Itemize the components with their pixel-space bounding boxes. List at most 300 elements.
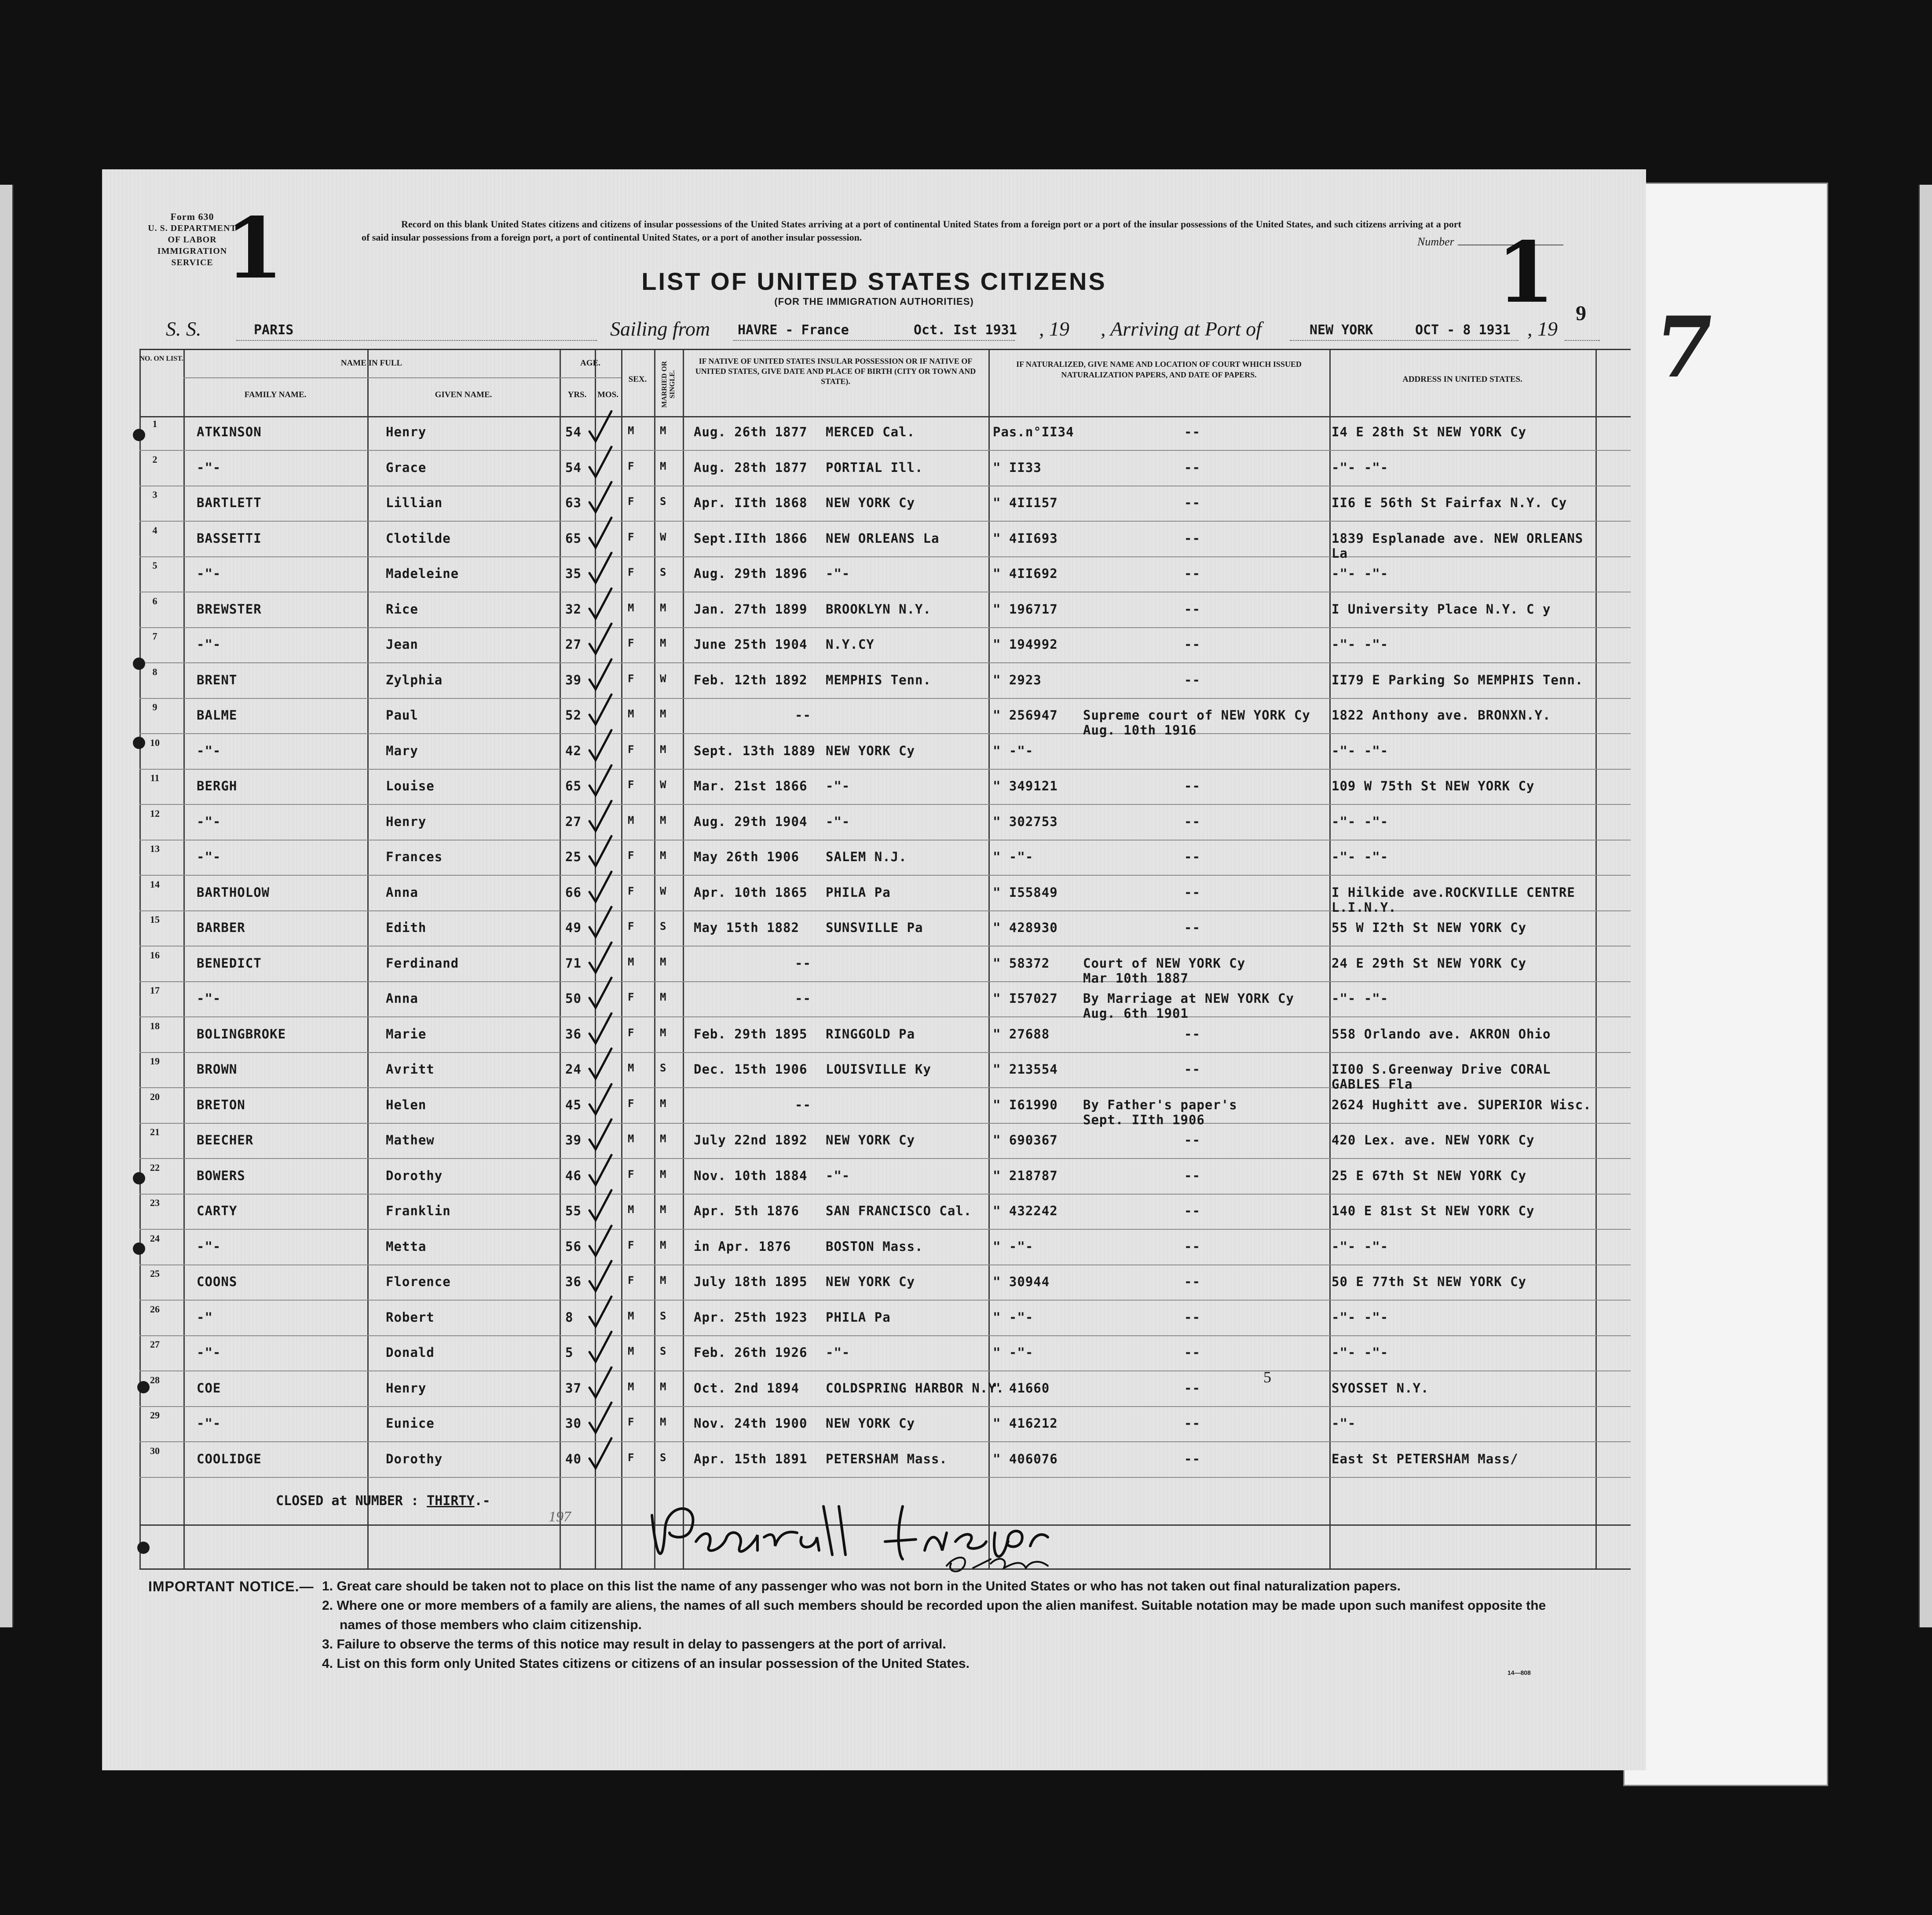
cell-age: 37 [565, 1380, 582, 1396]
cell-sex: F [628, 778, 635, 791]
page-subtitle: (FOR THE IMMIGRATION AUTHORITIES) [774, 296, 974, 307]
cell-address: 140 E 81st St NEW YORK Cy [1332, 1203, 1535, 1218]
row-rule [139, 1158, 1631, 1159]
cell-family: -"- [197, 637, 221, 652]
cell-given: Dorothy [386, 1168, 443, 1183]
check-mark-icon [582, 622, 617, 657]
cell-family: -"- [197, 1416, 221, 1431]
cell-no: 27 [150, 1339, 160, 1350]
cell-age: 25 [565, 849, 582, 864]
cell-address2: GABLES Fla [1332, 1077, 1413, 1092]
cell-sex: F [628, 1168, 635, 1180]
cell-birth-place: PHILA Pa [826, 1309, 891, 1325]
row-rule [139, 1406, 1631, 1407]
table-row [139, 879, 1631, 914]
cell-nat-court: By Marriage at NEW YORK Cy [1083, 991, 1294, 1006]
cell-birth-place: BROOKLYN N.Y. [826, 601, 931, 617]
cell-sex: M [628, 708, 635, 720]
cell-nat-court: -- [1184, 1345, 1200, 1360]
cell-no: 9 [152, 702, 157, 713]
cell-nat-no: " -"- [993, 743, 1034, 758]
cell-nat-court: -- [1184, 1309, 1200, 1325]
check-mark-icon [582, 1012, 617, 1047]
year-label-1: , 19 [1039, 318, 1069, 340]
cell-birth-date: Nov. 10th 1884 [694, 1168, 808, 1183]
cell-birth-date: Apr. 25th 1923 [694, 1309, 808, 1325]
cell-age: 42 [565, 743, 582, 758]
cell-nat-court2: Aug. 10th 1916 [1083, 723, 1197, 738]
cell-nat-court: -- [1184, 460, 1200, 475]
cell-nat-court: -- [1184, 1451, 1200, 1466]
cell-age: 35 [565, 566, 582, 581]
cell-given: Anna [386, 884, 418, 900]
header-naturalized: IF NATURALIZED, GIVE NAME AND LOCATION OF COURT WHICH ISSUED NATURALIZATION PAPERS, AND DATE OF PAPERS. [1016, 360, 1302, 379]
row-rule [139, 769, 1631, 770]
cell-birth-place: NEW YORK Cy [826, 1416, 915, 1431]
cell-family: -"- [197, 743, 221, 758]
check-mark-icon [582, 1259, 617, 1294]
cell-given: Henry [386, 814, 427, 829]
cell-address: -"- -"- [1332, 743, 1389, 758]
cell-ms: S [660, 920, 667, 932]
row-rule [139, 1370, 1631, 1371]
binding-hole [133, 737, 145, 749]
cell-ms: S [660, 1062, 667, 1074]
table-row [139, 418, 1631, 453]
cell-birth-place: MEMPHIS Tenn. [826, 672, 931, 687]
header-address: ADDRESS IN UNITED STATES. [1402, 375, 1522, 384]
cell-birth-place: N.Y.CY [826, 637, 875, 652]
cell-birth-date: Apr. IIth 1868 [694, 495, 808, 510]
cell-given: Avritt [386, 1062, 435, 1077]
cell-no: 4 [152, 524, 157, 536]
cell-no: 28 [150, 1374, 160, 1385]
cell-birth-place: PETERSHAM Mass. [826, 1451, 948, 1466]
table-row [139, 950, 1631, 985]
ship-name: PARIS [254, 322, 294, 338]
row-rule [139, 1335, 1631, 1336]
cell-age: 50 [565, 991, 582, 1006]
cell-ms: M [660, 1239, 667, 1251]
cell-birth-date: Feb. 12th 1892 [694, 672, 808, 687]
sailing-from-label: Sailing from [610, 318, 710, 340]
cell-age: 54 [565, 424, 582, 439]
cell-birth-place: -- [795, 955, 811, 971]
cell-no: 8 [152, 666, 157, 677]
year-rule [1565, 340, 1600, 341]
cell-family: BERGH [197, 778, 238, 793]
check-mark-icon [582, 941, 617, 976]
cell-no: 17 [150, 985, 160, 996]
cell-age: 40 [565, 1451, 582, 1466]
cell-sex: F [628, 566, 635, 578]
cell-given: Zylphia [386, 672, 443, 687]
number-label: Number [1417, 235, 1454, 248]
cell-address: 25 E 67th St NEW YORK Cy [1332, 1168, 1527, 1183]
cell-ms: M [660, 1380, 667, 1393]
cell-sex: F [628, 1097, 635, 1110]
notice-item: 1. Great care should be taken not to place on this list the name of any passenger who was not born in the United States or who has not taken out final naturalization papers. [322, 1579, 1401, 1593]
table-row [139, 489, 1631, 524]
table-row [139, 1197, 1631, 1232]
check-mark-icon [582, 1401, 617, 1436]
cell-birth-date: Dec. 15th 1906 [694, 1062, 808, 1077]
cell-no: 22 [150, 1162, 160, 1173]
cell-birth-date: in Apr. 1876 [694, 1239, 791, 1254]
cell-family: -"- [197, 566, 221, 581]
ship-rule [236, 340, 597, 341]
manifest-page [102, 169, 1646, 1770]
cell-nat-court: -- [1184, 601, 1200, 617]
cell-birth-place: NEW YORK Cy [826, 1274, 915, 1289]
check-mark-icon [582, 1118, 617, 1153]
cell-ms: M [660, 1274, 667, 1286]
binding-hole [133, 658, 145, 670]
cell-family: -"- [197, 1239, 221, 1254]
check-mark-icon [582, 587, 617, 622]
cell-age: 27 [565, 637, 582, 652]
row-rule [139, 1264, 1631, 1265]
cell-family: BENEDICT [197, 955, 262, 971]
voyage-line [166, 309, 1604, 340]
cell-address: -"- -"- [1332, 1345, 1389, 1360]
cell-birth-date: May 15th 1882 [694, 920, 799, 935]
cell-address: SYOSSET N.Y. [1332, 1380, 1429, 1396]
cell-nat-court: Court of NEW YORK Cy [1083, 955, 1246, 971]
cell-ms: M [660, 708, 667, 720]
cell-given: Grace [386, 460, 427, 475]
check-mark-icon [582, 905, 617, 940]
cell-family: BALME [197, 708, 238, 723]
cell-given: Louise [386, 778, 435, 793]
cell-family: BARTHOLOW [197, 884, 270, 900]
cell-nat-no: " I55849 [993, 884, 1058, 900]
header-yrs: YRS. [567, 390, 587, 399]
row-rule [139, 627, 1631, 628]
table-row [139, 666, 1631, 702]
table-row [139, 1091, 1631, 1126]
cell-age: 55 [565, 1203, 582, 1218]
cell-sex: F [628, 743, 635, 756]
cell-given: Jean [386, 637, 418, 652]
cell-family: -"- [197, 460, 221, 475]
cell-nat-court2: Aug. 6th 1901 [1083, 1006, 1189, 1021]
cell-ms: S [660, 566, 667, 578]
cell-sex: F [628, 460, 635, 472]
cell-address: 1822 Anthony ave. BRONXN.Y. [1332, 708, 1551, 723]
cell-birth-place: NEW YORK Cy [826, 1133, 915, 1148]
cell-given: Lillian [386, 495, 443, 510]
cell-ms: M [660, 1416, 667, 1428]
cell-address: II6 E 56th St Fairfax N.Y. Cy [1332, 495, 1567, 510]
cell-age: 39 [565, 672, 582, 687]
cell-address: -"- -"- [1332, 991, 1389, 1006]
cell-nat-court: -- [1184, 530, 1200, 546]
cell-no: 18 [150, 1020, 160, 1031]
cell-given: Anna [386, 991, 418, 1006]
cell-birth-date: Sept. 13th 1889 [694, 743, 816, 758]
cell-nat-court: -- [1184, 920, 1200, 935]
check-mark-icon [582, 1436, 617, 1472]
cell-no: 29 [150, 1410, 160, 1421]
check-mark-icon [582, 551, 617, 586]
check-mark-icon [582, 1188, 617, 1224]
binding-hole [133, 1243, 145, 1255]
cell-given: Eunice [386, 1416, 435, 1431]
cell-family: -" [197, 1309, 213, 1325]
row-rule [139, 521, 1631, 522]
cell-no: 21 [150, 1126, 160, 1137]
cell-nat-court: -- [1184, 566, 1200, 581]
cell-no: 10 [150, 737, 160, 748]
table-row [139, 737, 1631, 772]
cell-age: 66 [565, 884, 582, 900]
check-mark-icon [582, 516, 617, 551]
cell-no: 6 [152, 595, 157, 607]
cell-no: 2 [152, 453, 157, 465]
form-code: 14—808 [1508, 1669, 1531, 1676]
cell-given: Edith [386, 920, 427, 935]
cell-birth-place: NEW YORK Cy [826, 743, 915, 758]
cell-nat-no: " 432242 [993, 1203, 1058, 1218]
cell-sex: M [628, 1133, 635, 1145]
row-rule [139, 1123, 1631, 1124]
cell-address: -"- -"- [1332, 1309, 1389, 1325]
cell-no: 14 [150, 878, 160, 890]
check-mark-icon [582, 870, 617, 905]
cell-birth-place: MERCED Cal. [826, 424, 915, 439]
sailing-rule [733, 340, 1015, 341]
row-rule [139, 698, 1631, 699]
sheet-number-left: 1 [225, 199, 284, 297]
cell-birth-place: -"- [826, 1345, 850, 1360]
header-name-in-full: NAME IN FULL [340, 358, 402, 368]
cell-ms: W [660, 884, 667, 897]
row-rule [139, 840, 1631, 841]
binding-hole [137, 1381, 150, 1393]
cell-birth-date: Aug. 28th 1877 [694, 460, 808, 475]
binding-hole [133, 429, 145, 441]
check-mark-icon [582, 1366, 617, 1401]
cell-nat-no: " II33 [993, 460, 1042, 475]
table-row [139, 1020, 1631, 1056]
cell-sex: M [628, 1345, 635, 1357]
check-mark-icon [582, 658, 617, 693]
cell-ms: M [660, 460, 667, 472]
cell-nat-no: " 218787 [993, 1168, 1058, 1183]
cell-address: -"- -"- [1332, 849, 1389, 864]
header-bottom-rule [139, 416, 1631, 417]
cell-address: East St PETERSHAM Mass/ [1332, 1451, 1519, 1466]
table-row [139, 702, 1631, 737]
table-row [139, 1056, 1631, 1091]
header-married-single: MARRIED OR SINGLE. [661, 361, 676, 408]
cell-address2: L.I.N.Y. [1332, 899, 1397, 915]
cell-address: II00 S.Greenway Drive CORAL [1332, 1062, 1551, 1077]
cell-sex: F [628, 637, 635, 649]
underlying-page [1623, 183, 1828, 1786]
cell-given: Mary [386, 743, 418, 758]
cell-age: 45 [565, 1097, 582, 1112]
arriving-label: , Arriving at Port of [1101, 318, 1262, 340]
cell-ms: M [660, 955, 667, 968]
year-label-2: , 19 [1527, 318, 1558, 340]
cell-nat-no: " 27688 [993, 1026, 1050, 1042]
check-mark-icon [582, 1295, 617, 1330]
cell-family: -"- [197, 1345, 221, 1360]
cell-birth-date: Oct. 2nd 1894 [694, 1380, 799, 1396]
cell-address: I4 E 28th St NEW YORK Cy [1332, 424, 1527, 439]
cell-birth-place: -- [795, 991, 811, 1006]
binding-hole [137, 1542, 150, 1554]
cell-birth-date: Aug. 26th 1877 [694, 424, 808, 439]
cell-given: Franklin [386, 1203, 451, 1218]
cell-nat-court: -- [1184, 495, 1200, 510]
sailing-port: HAVRE - France [738, 322, 849, 338]
cell-nat-no: " I61990 [993, 1097, 1058, 1112]
cell-nat-no: " 196717 [993, 601, 1058, 617]
cell-family: BREWSTER [197, 601, 262, 617]
cell-nat-no: " -"- [993, 1239, 1034, 1254]
cell-age: 63 [565, 495, 582, 510]
cell-birth-place: SAN FRANCISCO Cal. [826, 1203, 972, 1218]
cell-age: 5 [565, 1345, 574, 1360]
cell-address: II79 E Parking So MEMPHIS Tenn. [1332, 672, 1584, 687]
check-mark-icon [582, 1082, 617, 1118]
cell-birth-place: -"- [826, 566, 850, 581]
cell-no: 12 [150, 808, 160, 819]
cell-nat-court: -- [1184, 1380, 1200, 1396]
cell-birth-place: NEW ORLEANS La [826, 530, 940, 546]
cell-nat-court: -- [1184, 778, 1200, 793]
cell-family: CARTY [197, 1203, 238, 1218]
cell-birth-place: PORTIAL Ill. [826, 460, 923, 475]
cell-ms: M [660, 424, 667, 437]
cell-birth-date: May 26th 1906 [694, 849, 799, 864]
cell-address: I Hilkide ave.ROCKVILLE CENTRE [1332, 884, 1575, 900]
cell-age: 30 [565, 1416, 582, 1431]
cell-address: 1839 Esplanade ave. NEW ORLEANS [1332, 530, 1584, 546]
cell-address: 2624 Hughitt ave. SUPERIOR Wisc. [1332, 1097, 1592, 1112]
table-row [139, 631, 1631, 666]
cell-nat-court2: Sept. IIth 1906 [1083, 1112, 1205, 1127]
cell-nat-court: -- [1184, 424, 1200, 439]
header-sex: SEX. [628, 375, 647, 384]
row-rule [139, 1016, 1631, 1017]
cell-nat-court: -- [1184, 1239, 1200, 1254]
header-mos: MOS. [597, 390, 619, 399]
cell-birth-place: COLDSPRING HARBOR N.Y. [826, 1380, 1005, 1396]
inspector-signature [639, 1489, 1131, 1577]
cell-nat-no: " -"- [993, 1345, 1034, 1360]
cell-given: Marie [386, 1026, 427, 1042]
cell-birth-place: RINGGOLD Pa [826, 1026, 915, 1042]
table-row [139, 454, 1631, 489]
check-mark-icon [582, 1330, 617, 1365]
cell-age: 49 [565, 920, 582, 935]
cell-ms: S [660, 1345, 667, 1357]
cell-given: Metta [386, 1239, 427, 1254]
header-rule [183, 377, 560, 378]
cell-nat-court: By Father's paper's [1083, 1097, 1237, 1112]
cell-nat-court: -- [1184, 884, 1200, 900]
check-mark-icon [582, 693, 617, 728]
row-rule [139, 1052, 1631, 1053]
cell-age: 54 [565, 460, 582, 475]
passenger-table [139, 349, 1631, 1570]
cell-family: COE [197, 1380, 221, 1396]
cell-no: 11 [150, 772, 160, 783]
cell-address2: La [1332, 545, 1348, 561]
table-row [139, 1268, 1631, 1303]
preamble-text: Record on this blank United States citizens and citizens of insular possessions of the United States arriving at a port of continental United States from a foreign port or a port of the insular possessions of the United States, and such citizens arriving at a port of said insular possessions from a foreign port, a port of continental United States, or a port of another insular possession. [362, 219, 1461, 243]
pencil-number: 197 [549, 1509, 571, 1525]
cell-nat-court: -- [1184, 1062, 1200, 1077]
hand-number: 9 [1576, 302, 1586, 325]
cell-no: 30 [150, 1445, 160, 1456]
cell-family: COOLIDGE [197, 1451, 262, 1466]
cell-sex: F [628, 849, 635, 862]
cell-sex: M [628, 955, 635, 968]
cell-address: -"- -"- [1332, 637, 1389, 652]
form-number: Form 630 [170, 211, 214, 222]
cell-nat-court: -- [1184, 1203, 1200, 1218]
row-rule [139, 1300, 1631, 1301]
cell-birth-date: Apr. 15th 1891 [694, 1451, 808, 1466]
cell-ms: W [660, 530, 667, 543]
cell-sex: F [628, 1274, 635, 1286]
binding-hole [133, 1172, 145, 1184]
cell-sex: F [628, 495, 635, 508]
cell-birth-date: Feb. 26th 1926 [694, 1345, 808, 1360]
cell-address: 109 W 75th St NEW YORK Cy [1332, 778, 1535, 793]
cell-ms: W [660, 672, 667, 685]
cell-birth-date: Aug. 29th 1896 [694, 566, 808, 581]
cell-family: BARTLETT [197, 495, 262, 510]
cell-address: -"- -"- [1332, 1239, 1389, 1254]
cell-sex: F [628, 1026, 635, 1039]
cell-birth-place: NEW YORK Cy [826, 495, 915, 510]
cell-nat-no: " 302753 [993, 814, 1058, 829]
cell-nat-court: -- [1184, 1168, 1200, 1183]
cell-nat-court: -- [1184, 637, 1200, 652]
cell-age: 46 [565, 1168, 582, 1183]
cell-family: -"- [197, 814, 221, 829]
row-rule [139, 1229, 1631, 1230]
cell-nat-no: " 213554 [993, 1062, 1058, 1077]
table-row [139, 808, 1631, 843]
header-birth: IF NATIVE OF UNITED STATES INSULAR POSSESSION OR IF NATIVE OF UNITED STATES, GIVE DATE AND PLACE OF BIRTH (CITY OR TOWN AND STATE). [695, 357, 976, 386]
header-no: NO. ON LIST. [139, 355, 183, 362]
cell-birth-date: Feb. 29th 1895 [694, 1026, 808, 1042]
closed-suffix: .- [474, 1493, 490, 1509]
notice-item: 3. Failure to observe the terms of this notice may result in delay to passengers at the port of arrival. [322, 1637, 946, 1652]
closed-at-number [276, 1493, 490, 1509]
department-name: U. S. DEPARTMENT OF LABOR [148, 223, 237, 245]
cell-sex: F [628, 991, 635, 1003]
notice-item: 4. List on this form only United States citizens or citizens of an insular possession of the United States. [322, 1656, 970, 1671]
table-row [139, 1445, 1631, 1480]
cell-no: 7 [152, 631, 157, 642]
check-mark-icon [582, 1047, 617, 1082]
cell-address: -"- [1332, 1416, 1356, 1431]
cell-given: Ferdinand [386, 955, 459, 971]
service-name: IMMIGRATION SERVICE [157, 246, 227, 267]
table-row [139, 596, 1631, 631]
cell-ms: M [660, 1133, 667, 1145]
margin-hand-note: 5 [1263, 1368, 1271, 1386]
row-rule [139, 450, 1631, 451]
